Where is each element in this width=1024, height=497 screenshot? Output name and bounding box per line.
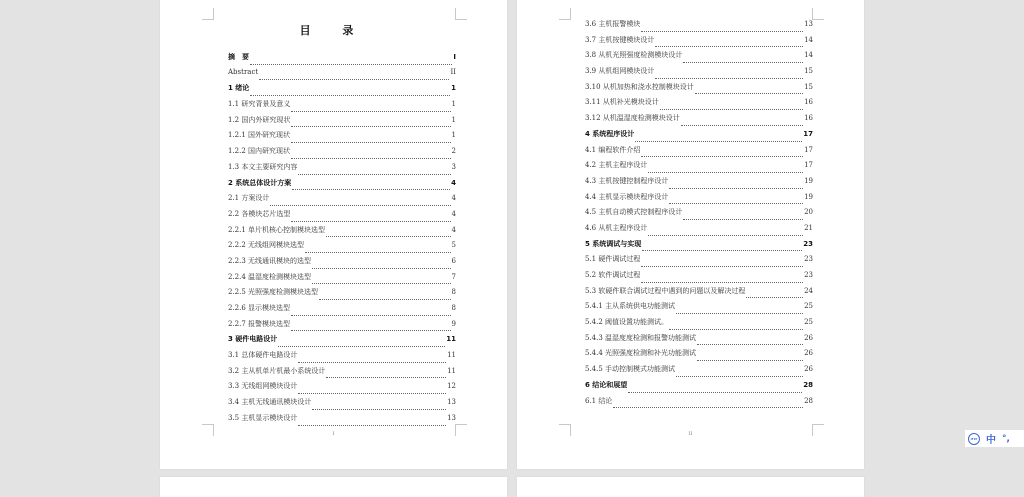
toc-entry[interactable] (228, 130, 456, 146)
toc-entry[interactable] (228, 83, 456, 99)
toc-entry-page: 15 (804, 82, 813, 91)
toc-entry-page: 23 (804, 255, 813, 264)
toc-entry-label: 2.2.1 单片机核心控制模块选型 (228, 225, 326, 234)
toc-entry[interactable] (228, 209, 456, 225)
toc-leader-dots (326, 236, 450, 237)
toc-entry-label: 2.2 各模块芯片选型 (228, 209, 291, 218)
toc-entry-label: 摘 要 (228, 53, 249, 61)
toc-entry-label: 3.9 从机组网模块设计 (585, 67, 655, 76)
toc-entry-page: 13 (447, 398, 456, 407)
toc-leader-dots (312, 409, 446, 410)
toc-leader-dots (291, 158, 450, 159)
toc-entry-label: 1.2.2 国内研究现状 (228, 147, 291, 156)
toc-leader-dots (312, 283, 450, 284)
toc-entry-label: 5.4.2 阈值设置功能测试。 (585, 318, 669, 327)
toc-leader-dots (250, 64, 452, 65)
toc-entry-label: 6.1 结论 (585, 396, 613, 405)
toc-entry-page: 26 (804, 349, 813, 358)
toc-entry-label: 3.2 主从机单片机最小系统设计 (228, 366, 326, 375)
toc-entry-label: 2.2.4 温湿度检测模块选型 (228, 272, 312, 281)
ime-toolbar[interactable] (965, 430, 1024, 447)
document-page-4 (517, 477, 864, 497)
toc-entry[interactable] (585, 145, 813, 161)
toc-entry-page: 9 (451, 319, 456, 328)
margin-corner-mark (559, 8, 571, 20)
toc-entry-page: 4 (451, 225, 456, 234)
toc-entry-label: 2.2.5 光照强度检测模块选型 (228, 288, 319, 297)
toc-entry[interactable] (585, 270, 813, 286)
page-number: I (332, 431, 335, 437)
toc-entry-page: 4 (451, 178, 456, 187)
toc-entry[interactable] (228, 319, 456, 335)
toc-entry[interactable] (228, 256, 456, 272)
toc-entry-page: 8 (451, 304, 456, 312)
toc-entry-label: 4.2 主机主程序设计 (585, 161, 648, 170)
toc-entry[interactable] (585, 82, 813, 98)
toc-entry-label: 5.2 软件调试过程 (585, 271, 641, 279)
document-page-1 (160, 0, 507, 469)
toc-entry-label: 2.2.2 无线组网模块选型 (228, 241, 305, 250)
toc-leader-dots (669, 329, 803, 330)
toc-entry-page: 4 (451, 194, 456, 203)
toc-entry[interactable] (585, 129, 813, 145)
toc-entry-label: 2.2.3 无线通讯模块的选型 (228, 256, 312, 265)
toc-entry-page: 19 (804, 176, 813, 185)
toc-entry-page: 12 (447, 382, 456, 391)
toc-entry-page: 8 (451, 288, 456, 297)
toc-leader-dots (648, 235, 803, 236)
toc-entry[interactable] (228, 68, 456, 84)
toc-entry-page: 20 (804, 208, 813, 217)
toc-entry-page: 23 (804, 271, 813, 279)
toc-leader-dots (291, 221, 450, 222)
toc-entry-page: 6 (451, 256, 456, 265)
toc-entry-label: 3.3 无线组网模块设计 (228, 382, 298, 391)
toc-entry-page: 14 (804, 35, 813, 44)
toc-entry[interactable] (228, 240, 456, 256)
toc-entry-page: II (450, 67, 456, 76)
toc-leader-dots (250, 95, 450, 96)
toc-entry[interactable] (228, 397, 456, 413)
toc-entry-label: 1.3 本文主要研究内容 (228, 162, 298, 171)
toc-entry-page: 21 (804, 223, 813, 232)
toc-entry-label: 2.1 方案设计 (228, 194, 270, 203)
table-of-contents-continued (585, 19, 813, 411)
toc-entry-label: 3.1 总体硬件电路设计 (228, 351, 298, 360)
toc-entry-label: 5.4.3 温湿度度检测和报警功能测试 (585, 333, 697, 342)
toc-entry[interactable] (585, 50, 813, 66)
toc-entry-label: 3.5 主机显示模块设计 (228, 413, 298, 422)
margin-corner-mark (202, 8, 214, 20)
toc-entry[interactable] (585, 348, 813, 364)
toc-entry[interactable] (585, 113, 813, 129)
toc-entry-page: 28 (804, 396, 813, 405)
toc-entry-page: 1 (451, 115, 456, 124)
toc-entry-label: 5.4.4 光照强度检测和补光功能测试 (585, 349, 697, 358)
table-of-contents (228, 52, 456, 429)
toc-entry[interactable] (585, 380, 813, 396)
document-page-2 (517, 0, 864, 469)
toc-title: 目 录 (299, 24, 368, 37)
toc-leader-dots (660, 109, 803, 110)
toc-entry[interactable] (585, 396, 813, 412)
toc-entry-label: 2.2.7 报警模块选型 (228, 319, 291, 328)
toc-leader-dots (291, 330, 450, 331)
toc-entry-page: 25 (804, 318, 813, 327)
toc-leader-dots (641, 31, 803, 32)
toc-leader-dots (676, 376, 803, 377)
toc-leader-dots (312, 268, 450, 269)
toc-leader-dots (291, 315, 450, 316)
ifly-logo-icon[interactable]: iFLY (968, 433, 980, 445)
toc-entry-page: 25 (804, 302, 813, 311)
toc-entry[interactable] (228, 178, 456, 194)
toc-entry-label: 4.5 主机自动模式控制程序设计 (585, 208, 683, 217)
toc-entry[interactable] (228, 272, 456, 288)
toc-leader-dots (292, 189, 450, 190)
toc-entry-page: 1 (451, 100, 456, 109)
toc-leader-dots (676, 313, 803, 314)
toc-entry-page: 16 (804, 98, 813, 107)
toc-leader-dots (291, 111, 450, 112)
toc-leader-dots (270, 205, 450, 206)
toc-leader-dots (681, 125, 803, 126)
toc-leader-dots (697, 360, 803, 361)
toc-entry-label: 3.10 从机加热和浇水控制模块设计 (585, 82, 694, 91)
toc-leader-dots (669, 203, 803, 204)
toc-entry-label: 5.4.1 主从系统供电功能测试 (585, 302, 676, 311)
toc-entry-page: 24 (804, 286, 813, 295)
toc-entry[interactable] (228, 115, 456, 131)
toc-leader-dots (291, 126, 450, 127)
toc-entry-label: 5.3 软硬件联合调试过程中遇到的问题以及解决过程 (585, 286, 746, 295)
toc-entry-label: 3.4 主机无线通讯模块设计 (228, 398, 312, 407)
toc-entry-label: 5.4.5 手动控制模式功能测试 (585, 365, 676, 374)
toc-leader-dots (642, 250, 802, 251)
toc-entry-label: 3 硬件电路设计 (228, 335, 278, 344)
toc-entry-page: 1 (451, 131, 456, 140)
margin-corner-mark (812, 8, 824, 20)
toc-entry-label: 4.3 主机按键控制程序设计 (585, 176, 669, 185)
toc-entry[interactable] (585, 160, 813, 176)
toc-leader-dots (613, 407, 803, 408)
toc-entry[interactable] (228, 99, 456, 115)
toc-entry[interactable] (585, 35, 813, 51)
toc-entry-page: 13 (804, 20, 813, 28)
toc-entry-page: 17 (804, 161, 813, 170)
toc-entry[interactable] (585, 239, 813, 255)
toc-entry-page: 4 (451, 209, 456, 218)
toc-entry-label: 3.12 从机温湿度检测模块设计 (585, 114, 680, 123)
toc-entry-page: 1 (451, 84, 456, 93)
toc-entry-label: 4 系统程序设计 (585, 129, 635, 138)
toc-entry-page: 17 (803, 129, 813, 138)
toc-entry-label: 4.4 主机显示模块程序设计 (585, 192, 669, 201)
toc-leader-dots (695, 93, 803, 94)
toc-leader-dots (298, 362, 446, 363)
toc-entry[interactable] (585, 223, 813, 239)
toc-entry[interactable] (585, 207, 813, 223)
toc-entry-label: Abstract (228, 67, 259, 76)
toc-entry-label: 1 绪论 (228, 84, 250, 93)
toc-leader-dots (641, 282, 803, 283)
toc-entry-label: 5.1 硬件调试过程 (585, 255, 641, 264)
toc-entry[interactable] (228, 193, 456, 209)
toc-entry[interactable] (228, 366, 456, 382)
toc-entry-label: 3.8 从机光照强度检测模块设计 (585, 51, 683, 60)
toc-entry-page: 11 (446, 335, 456, 344)
toc-entry[interactable] (585, 364, 813, 380)
toc-leader-dots (259, 79, 449, 80)
toc-entry-label: 1.1 研究背景及意义 (228, 100, 291, 109)
toc-entry-page: 23 (803, 239, 813, 248)
toc-leader-dots (305, 252, 450, 253)
document-page-3 (160, 477, 507, 497)
toc-entry-label: 6 结论和展望 (585, 380, 628, 389)
toc-entry[interactable] (585, 254, 813, 270)
toc-entry-page: 11 (447, 351, 456, 360)
ime-punctuation-toggle[interactable]: °, (1002, 433, 1010, 444)
toc-leader-dots (291, 142, 450, 143)
toc-entry-page: 15 (804, 67, 813, 76)
toc-entry[interactable] (228, 225, 456, 241)
toc-entry-label: 2.2.6 显示模块选型 (228, 304, 291, 312)
toc-entry[interactable] (228, 381, 456, 397)
toc-entry-label: 1.2 国内外研究现状 (228, 115, 291, 124)
toc-entry-label: 3.6 主机报警模块 (585, 20, 641, 28)
toc-leader-dots (298, 425, 446, 426)
toc-entry-page: 2 (451, 147, 456, 156)
toc-entry-page: 26 (804, 365, 813, 374)
toc-entry-page: 16 (804, 114, 813, 123)
toc-leader-dots (628, 392, 802, 393)
toc-leader-dots (319, 299, 450, 300)
toc-entry[interactable] (228, 413, 456, 429)
toc-entry-page: 13 (447, 413, 456, 422)
toc-entry[interactable] (585, 192, 813, 208)
toc-leader-dots (746, 297, 803, 298)
toc-entry-label: 3.7 主机按键模块设计 (585, 35, 655, 44)
toc-entry[interactable] (585, 66, 813, 82)
toc-entry-page: I (453, 53, 456, 61)
toc-entry[interactable] (228, 146, 456, 162)
toc-entry[interactable] (585, 317, 813, 333)
ime-language-toggle[interactable]: 中 (986, 435, 996, 446)
toc-leader-dots (697, 344, 803, 345)
margin-corner-mark (455, 8, 467, 20)
toc-entry[interactable] (585, 97, 813, 113)
toc-entry-label: 2 系统总体设计方案 (228, 178, 292, 187)
toc-entry[interactable] (585, 333, 813, 349)
toc-leader-dots (298, 393, 446, 394)
toc-entry[interactable] (228, 287, 456, 303)
toc-entry[interactable] (585, 19, 813, 35)
toc-entry[interactable] (228, 303, 456, 319)
toc-entry-label: 4.1 编程软件介绍 (585, 145, 641, 154)
toc-leader-dots (669, 188, 803, 189)
toc-entry[interactable] (228, 52, 456, 68)
toc-entry[interactable] (585, 286, 813, 302)
toc-entry-page: 7 (451, 272, 456, 281)
toc-leader-dots (326, 377, 446, 378)
toc-entry-label: 5 系统调试与实现 (585, 239, 642, 248)
toc-leader-dots (655, 46, 803, 47)
toc-leader-dots (298, 174, 450, 175)
toc-entry[interactable] (228, 162, 456, 178)
toc-leader-dots (683, 62, 803, 63)
toc-entry-page: 28 (803, 380, 813, 389)
toc-leader-dots (635, 141, 802, 142)
toc-leader-dots (648, 172, 803, 173)
toc-entry[interactable] (585, 301, 813, 317)
toc-leader-dots (641, 156, 803, 157)
toc-entry-page: 26 (804, 333, 813, 342)
toc-entry-label: 1.2.1 国外研究现状 (228, 131, 291, 140)
toc-leader-dots (655, 78, 803, 79)
toc-entry-label: 3.11 从机补光模块设计 (585, 98, 659, 107)
toc-entry-page: 14 (804, 51, 813, 60)
toc-leader-dots (278, 346, 445, 347)
toc-entry[interactable] (228, 334, 456, 350)
toc-entry-page: 11 (447, 366, 456, 375)
toc-entry-page: 3 (451, 162, 456, 171)
toc-entry[interactable] (585, 176, 813, 192)
toc-entry-page: 19 (804, 192, 813, 201)
toc-entry-page: 17 (804, 145, 813, 154)
toc-entry[interactable] (228, 350, 456, 366)
toc-entry-label: 4.6 从机主程序设计 (585, 223, 648, 232)
toc-entry-page: 5 (451, 241, 456, 250)
toc-leader-dots (641, 266, 803, 267)
toc-leader-dots (683, 219, 803, 220)
page-number: II (688, 431, 693, 437)
